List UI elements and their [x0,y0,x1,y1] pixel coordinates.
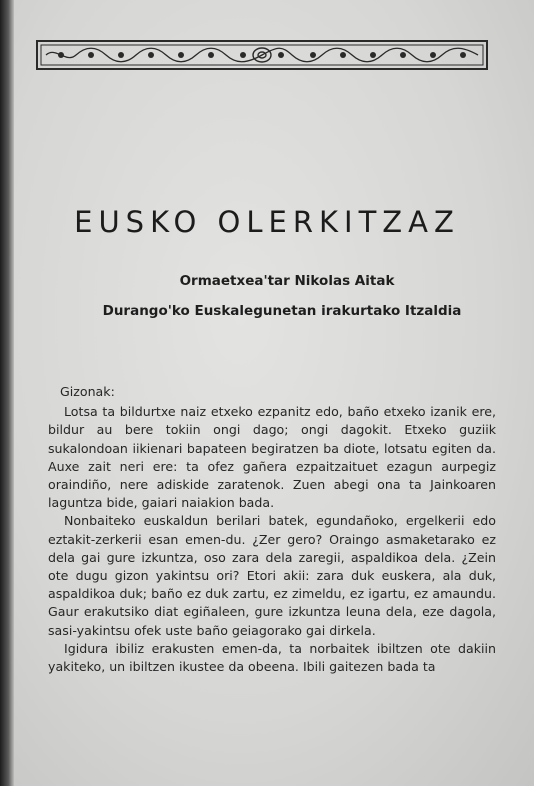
event-line: Durango'ko Euskalegunetan irakurtako Itzaldia [102,303,462,319]
book-spine-shadow [0,0,14,786]
article-body [48,383,496,676]
author-line: Ormaetxea'tar Nikolas Aitak [179,273,395,289]
decorative-header-border [36,40,488,70]
paragraph: Nonbaiteko euskaldun berilari batek, egundañoko, ergelkerii edo eztakit-zerkerii esan emen-du. ¿Zer gero? Oraingo asmaketarako ez dela gai gure izkuntza, oso zara dela zaregii, aspaldikoa dela. ¿Zein ote dugu gizon yakintsu ori? Etori akii: zara duk euskera, ala duk, aspaldikoa duk; baño ez duk zartu, ez zimeldu, ez igartu, ez amaundu. Gaur erakutsiko diat egiñaleen, gure izkuntza leuna dela, eze dagola, sasi-yakintsu ofek uste baño geiagorako gai dirkela. [48,513,496,638]
article-title: EUSKO OLERKITZAZ [74,205,460,239]
salutation: Gizonak: [60,384,115,399]
paragraph: Lotsa ta bildurtxe naiz etxeko ezpanitz edo, baño etxeko izanik ere, bildur au bere tokiin ongi dago; ongi dagokit. Etxeko guziik sukalondoan iikienari bapateen begiratzen ba diote, lotsatu egiten da. Auxe zait neri ere: ta ofez gañera ezpaitzaituet ezagun aurpegiz oraindiño, nere adiskide zaratenok. Zuen abegi ona ta Jainkoaren laguntza bide, gaiari naiakion bada. [48,404,496,511]
paragraph: Igidura ibiliz erakusten emen-da, ta norbaitek ibiltzen ote dakiin yakiteko, un ibiltzen ikustee da obeena. Ibili gaitezen bada ta [48,640,496,675]
